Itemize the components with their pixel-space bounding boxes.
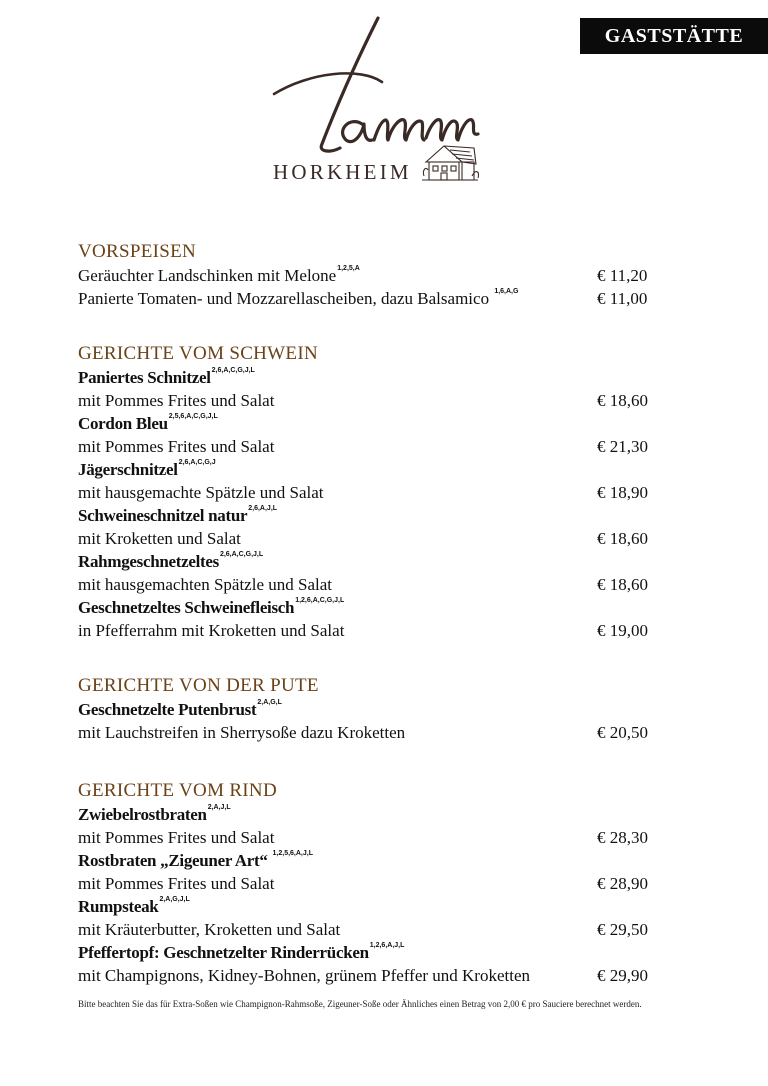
allergen-codes: 2,A,G,J,L xyxy=(159,896,190,903)
price: € 29,50 xyxy=(597,920,648,939)
price: € 18,60 xyxy=(597,391,648,410)
price: € 18,60 xyxy=(597,575,648,594)
dish-title: Geschnetzelte Putenbrust$^{2,A,G,L}$ xyxy=(78,699,282,719)
allergen-codes: 1,2,5,6,A,J,L xyxy=(272,850,313,857)
price: € 29,90 xyxy=(597,966,648,985)
dish-description: mit Kroketten und Salat xyxy=(78,529,241,548)
allergen-codes: 2,6,A,C,G,J,L xyxy=(219,551,264,558)
price: € 18,90 xyxy=(597,483,648,502)
allergen-codes: 1,2,5,A xyxy=(337,265,360,272)
dish-description: mit hausgemachte Spätzle und Salat xyxy=(78,483,324,502)
dish-title: Rumpsteak$^{2,A,G,J,L}$ xyxy=(78,896,190,916)
allergen-codes: 1,6,A,G xyxy=(494,288,519,295)
dish-title: Paniertes Schnitzel$^{2,6,A,C,G,J,L}$ xyxy=(78,367,255,387)
dish-title: Rostbraten „Zigeuner Art“ $^{1,2,5,6,A,J,L}$ xyxy=(78,850,313,870)
section-title-rind: GERICHTE VOM RIND xyxy=(78,780,277,801)
price: € 18,60 xyxy=(597,529,648,548)
price: € 28,30 xyxy=(597,828,648,847)
dish-name: Panierte Tomaten- und Mozzarellascheiben, dazu Balsamico xyxy=(78,289,490,308)
price: € 21,30 xyxy=(597,437,648,456)
allergen-codes: 1,2,6,A,J,L xyxy=(369,942,405,949)
list-item xyxy=(78,266,360,286)
dish-title: Pfeffertopf: Geschnetzelter Rinderrücken$^{1,2,6,A,J,L}$ xyxy=(78,942,405,962)
dish-description: mit Kräuterbutter, Kroketten und Salat xyxy=(78,920,341,939)
allergen-codes: 2,A,J,L xyxy=(207,804,231,811)
dish-name: Geräuchter Landschinken mit Melone xyxy=(78,266,337,285)
dish-description: mit Pommes Frites und Salat xyxy=(78,874,275,893)
allergen-codes: 2,6,A,C,G,J xyxy=(178,459,216,466)
dish-title: Rahmgeschnetzeltes$^{2,6,A,C,G,J,L}$ xyxy=(78,551,264,571)
price: € 11,20 xyxy=(597,266,648,285)
dish-description: mit Pommes Frites und Salat xyxy=(78,828,275,847)
section-title-pute: GERICHTE VON DER PUTE xyxy=(78,675,319,696)
allergen-codes: 2,6,A,C,G,J,L xyxy=(211,367,255,374)
dish-description: mit Champignons, Kidney-Bohnen, grünem Pfeffer und Kroketten xyxy=(78,966,530,985)
logo-wordmark: HORKHEIM xyxy=(273,160,412,184)
allergen-codes: 2,6,A,J,L xyxy=(248,505,278,512)
dish-title: Geschnetzeltes Schweinefleisch$^{1,2,6,A,C,G,J,L}$ xyxy=(78,597,345,617)
restaurant-logo xyxy=(270,12,480,192)
dish-description: mit hausgemachten Spätzle und Salat xyxy=(78,575,332,594)
price: € 20,50 xyxy=(597,723,648,742)
dish-description: mit Lauchstreifen in Sherrysoße dazu Kroketten xyxy=(78,723,406,742)
price: € 11,00 xyxy=(597,289,648,308)
dish-title: Cordon Bleu$^{2,5,6,A,C,G,J,L}$ xyxy=(78,413,218,433)
footnote: Bitte beachten Sie das für Extra-Soßen wie Champignon-Rahmsoße, Zigeuner-Soße oder Ähnliches einen Betrag von 2,00 € pro Sauciere berechnet werden. xyxy=(78,999,642,1009)
dish-title: Zwiebelrostbraten$^{2,A,J,L}$ xyxy=(78,804,231,824)
dish-description: in Pfefferrahm mit Kroketten und Salat xyxy=(78,621,345,640)
price: € 19,00 xyxy=(597,621,648,640)
list-item xyxy=(78,289,518,309)
category-badge: GASTSTÄTTE xyxy=(580,18,768,54)
dish-title: Jägerschnitzel$^{2,6,A,C,G,J}$ xyxy=(78,459,216,479)
dish-description: mit Pommes Frites und Salat xyxy=(78,391,275,410)
allergen-codes: 1,2,6,A,C,G,J,L xyxy=(295,597,345,604)
price: € 28,90 xyxy=(597,874,648,893)
allergen-codes: 2,5,6,A,C,G,J,L xyxy=(168,413,218,420)
allergen-codes: 2,A,G,L xyxy=(257,699,282,706)
section-title-schwein: GERICHTE VOM SCHWEIN xyxy=(78,343,318,364)
dish-description: mit Pommes Frites und Salat xyxy=(78,437,275,456)
dish-title: Schweineschnitzel natur$^{2,6,A,J,L}$ xyxy=(78,505,278,525)
section-title-vorspeisen: VORSPEISEN xyxy=(78,241,197,262)
